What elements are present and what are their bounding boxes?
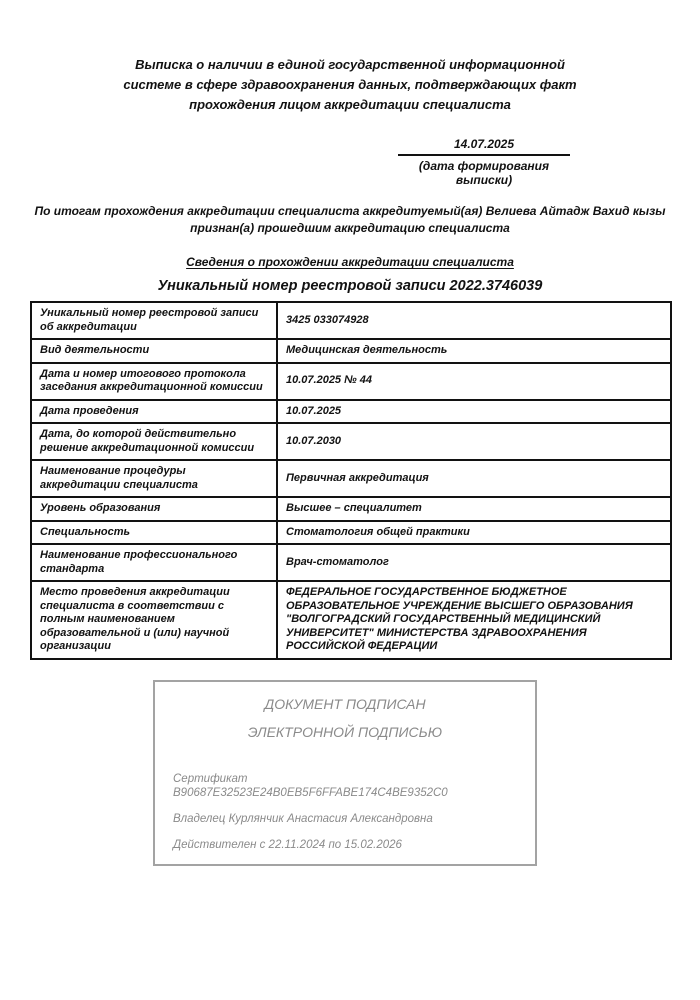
document-title [0,55,700,115]
row-value-cell: 3425 033074928 [277,302,671,339]
table-row [31,581,671,659]
row-value-cell: Высшее – специалитет [277,497,671,521]
table-row [31,339,671,363]
row-label-cell: Место проведения аккредитации специалиста в соответствии с полным наименованием образовательной и (или) научной организации [31,581,277,659]
row-label-cell: Уникальный номер реестровой записи об аккредитации [31,302,277,339]
row-label-cell: Дата проведения [31,400,277,424]
validity-line: Действителен с 22.11.2024 по 15.02.2026 [173,838,402,851]
digital-signature-stamp [153,680,537,866]
row-label-cell: Наименование профессионального стандарта [31,544,277,581]
table-row [31,460,671,497]
registry-number-heading: Уникальный номер реестровой записи 2022.3746039 [157,278,543,294]
table-row [31,423,671,460]
document-title-line: системе в сфере здравоохранения данных, подтверждающих факт [123,77,577,92]
row-value-cell: Медицинская деятельность [277,339,671,363]
table-row [31,544,671,581]
formation-date: 14.07.2025 [398,137,570,156]
row-value-cell: Стоматология общей практики [277,521,671,545]
section-header: Сведения о прохождении аккредитации специалиста [186,255,514,269]
owner-line: Владелец Курлянчик Анастасия Александровна [173,812,433,825]
formation-date-caption: (дата формирования выписки) [418,159,550,187]
row-value-cell: Врач-стоматолог [277,544,671,581]
row-label-cell: Дата, до которой действительно решение аккредитационной комиссии [31,423,277,460]
row-value-cell: 10.07.2030 [277,423,671,460]
row-label-cell: Уровень образования [31,497,277,521]
table-row [31,521,671,545]
table-row [31,302,671,339]
stamp-details [173,772,517,852]
intro-line: признан(а) прошедшим аккредитацию специалиста [190,221,510,235]
stamp-heading [173,690,517,746]
row-label-cell: Наименование процедуры аккредитации специалиста [31,460,277,497]
accreditation-details-table [30,301,672,660]
row-label-cell: Дата и номер итогового протокола заседания аккредитационной комиссии [31,363,277,400]
row-value-cell: 10.07.2025 № 44 [277,363,671,400]
row-value-cell: 10.07.2025 [277,400,671,424]
table-row [31,497,671,521]
row-value-cell: ФЕДЕРАЛЬНОЕ ГОСУДАРСТВЕННОЕ БЮДЖЕТНОЕ ОБРАЗОВАТЕЛЬНОЕ УЧРЕЖДЕНИЕ ВЫСШЕГО ОБРАЗОВАНИЯ "ВОЛГОГРАДСКИЙ ГОСУДАРСТВЕННЫЙ МЕДИЦИНСКИЙ УНИВЕРСИТЕТ" МИНИСТЕРСТВА ЗДРАВООХРАНЕНИЯ РОССИЙСКОЙ ФЕДЕРАЦИИ [277,581,671,659]
stamp-heading-line: ЭЛЕКТРОННОЙ ПОДПИСЬЮ [247,723,443,740]
formation-date-block [398,137,570,187]
stamp-heading-line: ДОКУМЕНТ ПОДПИСАН [264,695,426,712]
table-row [31,400,671,424]
row-label-cell: Вид деятельности [31,339,277,363]
table-row [31,363,671,400]
row-label-cell: Специальность [31,521,277,545]
intro-paragraph [0,203,700,237]
document-title-line: Выписка о наличии в единой государственной информационной [135,57,565,72]
row-value-cell: Первичная аккредитация [277,460,671,497]
intro-line: По итогам прохождения аккредитации специалиста аккредитуемый(ая) Велиева Айтадж Вахид кызы [34,204,666,218]
certificate-line: Сертификат B90687E32523E24B0EB5F6FFABE174C4BE9352C0 [173,772,448,799]
document-title-line: прохождения лицом аккредитации специалиста [189,97,511,112]
